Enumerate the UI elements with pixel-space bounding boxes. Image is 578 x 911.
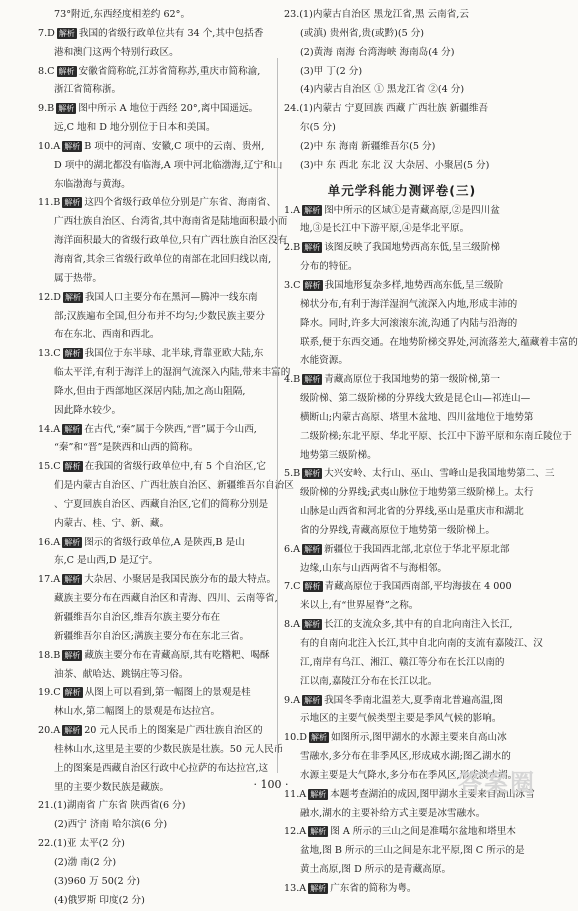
line-text: 21.(1)湖南省 广东省 陕西省(6 分) bbox=[38, 800, 186, 812]
analysis-text: 藏族主要分布在青藏高原,其有吃糌粑、喝酥 bbox=[84, 649, 270, 661]
answer-line bbox=[38, 364, 291, 383]
answer-line bbox=[38, 308, 270, 327]
answer-line bbox=[284, 220, 520, 239]
answer-line bbox=[38, 326, 270, 345]
answer-line bbox=[284, 315, 520, 334]
answer-line bbox=[38, 345, 270, 364]
answer-line bbox=[284, 861, 520, 880]
answer-line bbox=[38, 760, 270, 779]
answer-line bbox=[284, 63, 520, 82]
answer-line bbox=[284, 202, 520, 221]
answer-line bbox=[38, 477, 294, 496]
line-text: 地,③是长江中下游平原,④是华北平原。 bbox=[300, 223, 470, 235]
line-text: 1.A bbox=[284, 204, 301, 216]
analysis-text: 图中所示的区域①是青藏高原,②是四川盆 bbox=[324, 204, 500, 216]
answer-line bbox=[38, 854, 270, 873]
answer-line bbox=[284, 805, 520, 824]
answer-line bbox=[284, 503, 524, 522]
line-text: 8.A bbox=[284, 619, 301, 631]
line-text: 山脉是山西省和河北省的分界线,巫山是重庆市和湖北 bbox=[300, 506, 524, 518]
analysis-badge: 解析 bbox=[304, 695, 321, 705]
analysis-badge: 解析 bbox=[58, 104, 75, 114]
answer-line bbox=[38, 458, 270, 477]
answer-line bbox=[38, 816, 270, 835]
line-text: 11.B bbox=[38, 197, 61, 209]
analysis-text: 我国人口主要分布在黑河—腾冲一线东南 bbox=[84, 291, 258, 303]
line-text: 12.D bbox=[38, 291, 61, 303]
line-text: 7.C bbox=[284, 581, 301, 593]
answer-line bbox=[38, 232, 288, 251]
line-text: 江,南岸有乌江、湘江、赣江等分布在长江以南的 bbox=[300, 656, 505, 668]
line-text: 13.C bbox=[38, 348, 61, 360]
line-text: 示地区的主要气候类型主要是季风气候的影响。 bbox=[300, 713, 502, 725]
line-text: 13.A bbox=[284, 882, 307, 894]
answer-line bbox=[38, 402, 270, 421]
analysis-badge: 解析 bbox=[304, 280, 321, 290]
answer-line bbox=[38, 213, 288, 232]
answer-line bbox=[38, 534, 270, 553]
line-text: 尔(5 分) bbox=[300, 122, 336, 134]
answer-line bbox=[38, 609, 270, 628]
answer-line bbox=[38, 119, 270, 138]
answer-line bbox=[284, 44, 520, 63]
answer-line bbox=[284, 371, 520, 390]
line-text: D 项中的湖北都没有临海,A 项中河北临渤海,辽宁和山 bbox=[54, 159, 283, 171]
line-text: 港和澳门这两个特别行政区。 bbox=[54, 46, 179, 58]
answer-line bbox=[38, 797, 270, 816]
analysis-badge: 解析 bbox=[304, 243, 321, 253]
answer-line bbox=[284, 352, 520, 371]
answer-line bbox=[284, 842, 525, 861]
line-text: 海南省,其余三省级行政单位的南部在北回归线以南, bbox=[54, 253, 272, 265]
analysis-text: 20 元人民币上的图案是广西壮族自治区的 bbox=[84, 725, 263, 737]
analysis-text: 我国位于东半球、北半球,背靠亚欧大陆,东 bbox=[84, 348, 264, 360]
answer-line bbox=[38, 421, 270, 440]
analysis-badge: 解析 bbox=[64, 349, 81, 359]
line-text: 10.A bbox=[38, 140, 61, 152]
line-text: 8.C bbox=[38, 65, 55, 77]
line-text: 15.C bbox=[38, 461, 61, 473]
line-text: 22.(1)亚 太平(2 分) bbox=[38, 838, 125, 850]
answer-line bbox=[284, 277, 520, 296]
answer-line bbox=[284, 334, 578, 353]
line-text: 4.B bbox=[284, 374, 301, 386]
page-number: · 100 · bbox=[253, 778, 289, 791]
answer-line bbox=[284, 692, 520, 711]
line-text: 黄土高原,图 D 所示的是青藏高原。 bbox=[300, 864, 452, 876]
line-text: 级阶梯的分界线;武夷山脉位于地势第三级阶梯上。太行 bbox=[300, 487, 534, 499]
analysis-text: 在古代,“秦”属于今陕西,“晋”属于今山西, bbox=[84, 423, 257, 435]
answer-line bbox=[38, 439, 270, 458]
analysis-badge: 解析 bbox=[64, 198, 81, 208]
line-text: 梯状分布,有利于海洋湿润气流深入内地,形成丰沛的 bbox=[300, 298, 518, 310]
line-text: 24.(1)内蒙古 宁夏回族 西藏 广西壮族 新疆维吾 bbox=[284, 103, 489, 115]
line-text: 14.A bbox=[38, 423, 61, 435]
line-text: (2)西宁 济南 哈尔滨(6 分) bbox=[54, 819, 168, 831]
answer-line bbox=[38, 552, 270, 571]
analysis-text: 在我国的省级行政单位中,有 5 个自治区,它 bbox=[84, 461, 267, 473]
analysis-badge: 解析 bbox=[64, 462, 81, 472]
line-text: (2)中 东 海南 新疆维吾尔(5 分) bbox=[300, 140, 436, 152]
analysis-badge: 解析 bbox=[304, 620, 321, 630]
answer-line bbox=[38, 44, 270, 63]
answer-line bbox=[284, 447, 520, 466]
answer-line bbox=[284, 119, 520, 138]
answer-line bbox=[38, 647, 270, 666]
answer-line bbox=[284, 578, 520, 597]
analysis-badge: 解析 bbox=[304, 205, 321, 215]
analysis-badge: 解析 bbox=[64, 575, 81, 585]
line-text: 3.C bbox=[284, 279, 301, 291]
line-text: 19.C bbox=[38, 687, 61, 699]
analysis-text: 长江的支流众多,其中有的自北向南注入长江, bbox=[324, 619, 513, 631]
line-text: 5.B bbox=[284, 468, 301, 480]
line-text: 里的主要少数民族是藏族。 bbox=[54, 781, 170, 793]
answer-line bbox=[284, 428, 572, 447]
analysis-badge: 解析 bbox=[58, 66, 75, 76]
answer-line bbox=[38, 515, 270, 534]
answer-line bbox=[38, 270, 270, 289]
answer-line bbox=[38, 138, 270, 157]
watermark-logo: 答案圈 bbox=[458, 769, 536, 797]
line-text: 盆地,图 B 所示的三山之间是东北平原,图 C 所示的是 bbox=[300, 845, 525, 857]
answer-line bbox=[284, 465, 555, 484]
analysis-badge: 解析 bbox=[64, 650, 81, 660]
answer-line bbox=[38, 722, 270, 741]
answer-line bbox=[284, 654, 520, 673]
line-text: 融水,湖水的主要补给方式主要是冰雪融水。 bbox=[300, 807, 486, 819]
line-text: (3)甲 丁(2 分) bbox=[300, 65, 363, 77]
line-text: 横断山;内蒙古高原、塔里木盆地、四川盆地位于地势第 bbox=[300, 411, 534, 423]
answer-line bbox=[284, 635, 543, 654]
answer-line bbox=[38, 873, 270, 892]
line-text: 布在东北、西南和西北。 bbox=[54, 329, 160, 341]
analysis-text: 图示的省级行政单位,A 是陕西,B 是山 bbox=[84, 536, 245, 548]
line-text: 上的图案是西藏自治区行政中心拉萨的布达拉宫,这 bbox=[54, 762, 269, 774]
answer-line bbox=[284, 25, 520, 44]
line-text: 9.B bbox=[38, 103, 55, 115]
answer-line bbox=[284, 616, 520, 635]
answer-line bbox=[38, 81, 270, 100]
line-text: 有的自南向北注入长江,其中自北向南的支流有嘉陵江、汉 bbox=[300, 638, 543, 649]
analysis-text: 图中所示 A 地位于西经 20°,离中国遥远。 bbox=[78, 103, 259, 115]
line-text: 降水,但由于西部地区深居内陆,加之高山阻隔, bbox=[54, 385, 246, 397]
answer-line bbox=[284, 6, 520, 25]
analysis-badge: 解析 bbox=[310, 827, 327, 837]
answer-line bbox=[284, 409, 534, 428]
analysis-badge: 解析 bbox=[64, 424, 81, 434]
analysis-text: 安徽省简称皖,江苏省简称苏,重庆市简称渝, bbox=[78, 65, 261, 77]
analysis-badge: 解析 bbox=[64, 292, 81, 302]
line-text: 属于热带。 bbox=[54, 272, 102, 284]
line-text: 17.A bbox=[38, 574, 61, 586]
line-text: 因此降水较少。 bbox=[54, 404, 122, 416]
analysis-text: 从图上可以看到,第一幅图上的景观是桂 bbox=[84, 687, 251, 699]
line-text: 水源主要是大气降水,多分布在季风区,形成淡水湖。 bbox=[300, 769, 518, 781]
line-text: 水能资源。 bbox=[300, 355, 348, 367]
analysis-badge: 解析 bbox=[310, 733, 327, 743]
section-title: 单元学科能力测评卷(三) bbox=[327, 182, 477, 198]
line-text: 边缘,山东与山西两省不与海相邻。 bbox=[300, 562, 447, 574]
answer-line bbox=[284, 597, 520, 616]
line-text: 林山水,第二幅图上的景观是布达拉宫。 bbox=[54, 706, 221, 718]
answer-line bbox=[38, 571, 277, 590]
analysis-text: 图 A 所示的三山之间是准噶尔盆地和塔里木 bbox=[330, 826, 516, 838]
analysis-text: 如图所示,图甲湖水的水源主要来自高山冰 bbox=[330, 732, 507, 744]
answer-line bbox=[284, 296, 520, 315]
line-text: (或滇) 贵州省,贵(或黔)(5 分) bbox=[300, 27, 425, 39]
line-text: “秦”和“晋”是陕西和山西的简称。 bbox=[54, 442, 199, 454]
answer-line bbox=[284, 673, 520, 692]
analysis-text: B 项中的河南、安徽,C 项中的云南、贵州, bbox=[84, 140, 265, 152]
answer-line bbox=[38, 666, 270, 685]
analysis-badge: 解析 bbox=[64, 688, 81, 698]
line-text: 内蒙古、桂、宁、新、藏。 bbox=[54, 517, 170, 529]
analysis-badge: 解析 bbox=[304, 375, 321, 385]
analysis-text: 本题考查湖泊的成因,图甲湖水主要来自高山冰雪 bbox=[330, 788, 535, 800]
line-text: 10.D bbox=[284, 732, 307, 744]
analysis-badge: 解析 bbox=[304, 582, 321, 592]
line-text: (4)内蒙古自治区 ① 黑龙江省 ②(4 分) bbox=[300, 84, 465, 96]
answer-line bbox=[38, 100, 270, 119]
answer-line bbox=[38, 703, 270, 722]
answer-line bbox=[38, 496, 270, 515]
answer-line bbox=[38, 176, 270, 195]
answer-line bbox=[284, 390, 531, 409]
line-text: (3)960 万 50(2 分) bbox=[54, 875, 141, 887]
line-text: 7.D bbox=[38, 27, 55, 39]
answer-line bbox=[284, 138, 520, 157]
analysis-badge: 解析 bbox=[64, 726, 81, 736]
analysis-badge: 解析 bbox=[310, 883, 327, 893]
line-text: 临太平洋,有利于海洋上的湿润气流深入内陆,带来丰富的 bbox=[54, 367, 291, 379]
right-answers-unit-two bbox=[284, 6, 520, 176]
answer-line bbox=[284, 81, 520, 100]
line-text: 二级阶梯;东北平原、华北平原、长江中下游平原和东南丘陵位于 bbox=[300, 430, 572, 442]
analysis-text: 我国的省级行政单位共有 34 个,其中包括香 bbox=[78, 27, 264, 39]
line-text: 18.B bbox=[38, 649, 61, 661]
answer-line bbox=[284, 484, 534, 503]
line-text: 桂林山水,这里是主要的少数民族是壮族。50 元人民币 bbox=[54, 743, 284, 755]
analysis-text: 这四个省级行政单位分别是广东省、海南省、 bbox=[84, 197, 277, 209]
answer-line bbox=[284, 880, 520, 899]
line-text: 12.A bbox=[284, 826, 307, 838]
line-text: 16.A bbox=[38, 536, 61, 548]
answer-line bbox=[38, 628, 270, 647]
answer-line bbox=[38, 835, 270, 854]
line-text: 6.A bbox=[284, 543, 301, 555]
answer-line bbox=[38, 157, 283, 176]
line-text: 23.(1)内蒙古自治区 黑龙江省,黑 云南省,云 bbox=[284, 9, 469, 20]
answer-line bbox=[284, 258, 520, 277]
line-text: 20.A bbox=[38, 725, 61, 737]
answer-line bbox=[284, 157, 520, 176]
line-text: 2.B bbox=[284, 242, 301, 254]
analysis-badge: 解析 bbox=[58, 28, 75, 38]
analysis-text: 新疆位于我国西北部,北京位于华北平原北部 bbox=[324, 543, 510, 555]
answer-line bbox=[284, 729, 520, 748]
line-text: 新疆维吾尔自治区,维吾尔族主要分布在 bbox=[54, 612, 221, 623]
analysis-text: 青藏高原位于我国西南部,平均海拔在 4 000 bbox=[324, 581, 512, 593]
answer-line bbox=[38, 892, 270, 911]
answer-line bbox=[38, 194, 277, 213]
line-text: 73°附近,东西经度相差约 62°。 bbox=[54, 9, 191, 20]
line-text: (3)中 东 西北 东北 汉 大杂居、小聚居(5 分) bbox=[300, 159, 490, 171]
answer-line bbox=[284, 560, 520, 579]
line-text: 远,C 地和 D 地分别位于日本和美国。 bbox=[54, 122, 216, 134]
line-text: 降水。同时,许多大河滚滚东流,沟通了内陆与沿海的 bbox=[300, 317, 518, 329]
column-divider bbox=[277, 58, 278, 773]
answer-line bbox=[38, 6, 270, 25]
answer-line bbox=[38, 741, 284, 760]
analysis-badge: 解析 bbox=[64, 537, 81, 547]
line-text: 们是内蒙古自治区、广西壮族自治区、新疆维吾尔自治区 bbox=[54, 480, 294, 492]
line-text: 新疆维吾尔自治区;满族主要分布在东北三省。 bbox=[54, 630, 250, 642]
line-text: 部;汉族遍布全国,但分布并不均匀;少数民族主要分 bbox=[54, 310, 265, 322]
line-text: 油茶、献哈达、跳锅庄等习俗。 bbox=[54, 668, 189, 680]
answer-line bbox=[284, 710, 520, 729]
line-text: 海洋面积最大的省级行政单位,只有广西壮族自治区没有 bbox=[54, 235, 288, 247]
line-text: 地势第三级阶梯。 bbox=[300, 449, 377, 461]
line-text: 浙江省简称浙。 bbox=[54, 84, 122, 96]
line-text: 东临渤海与黄海。 bbox=[54, 178, 131, 190]
answer-line bbox=[38, 684, 270, 703]
line-text: 藏族主要分布在西藏自治区和青海、四川、云南等省, bbox=[54, 593, 278, 605]
answer-line bbox=[38, 383, 270, 402]
analysis-badge: 解析 bbox=[64, 141, 81, 151]
analysis-text: 青藏高原位于我国地势的第一级阶梯,第一 bbox=[324, 374, 500, 386]
answer-line bbox=[38, 590, 278, 609]
line-text: 江以南,嘉陵江分布在长江以北。 bbox=[300, 675, 438, 687]
answer-line bbox=[38, 63, 270, 82]
line-text: 省的分界线,青藏高原位于地势第一级阶梯上。 bbox=[300, 524, 495, 536]
analysis-text: 大兴安岭、太行山、巫山、雪峰山是我国地势第二、三 bbox=[324, 468, 555, 480]
line-text: 11.A bbox=[284, 788, 307, 800]
analysis-text: 该图反映了我国地势西高东低,呈三级阶梯 bbox=[324, 242, 500, 254]
analysis-text: 我国地形复杂多样,地势西高东低,呈三级阶 bbox=[324, 279, 504, 291]
line-text: 米以上,有“世界屋脊”之称。 bbox=[300, 600, 419, 612]
line-text: 、宁夏回族自治区、西藏自治区,它们的简称分别是 bbox=[54, 498, 269, 510]
analysis-text: 大杂居、小聚居是我国民族分布的最大特点。 bbox=[84, 574, 277, 586]
answer-line bbox=[284, 100, 520, 119]
analysis-text: 我国冬季南北温差大,夏季南北普遍高温,图 bbox=[324, 694, 503, 706]
line-text: 级阶梯、第二级阶梯的分界线大致是昆仑山—祁连山— bbox=[300, 393, 531, 405]
answer-line bbox=[38, 251, 270, 270]
analysis-badge: 解析 bbox=[304, 469, 321, 479]
analysis-text: 广东省的简称为粤。 bbox=[330, 882, 417, 894]
answer-line bbox=[38, 25, 270, 44]
answer-line bbox=[284, 541, 520, 560]
line-text: 广西壮族自治区、台湾省,其中海南省是陆地面积最小而 bbox=[54, 216, 288, 228]
answer-line bbox=[38, 289, 270, 308]
answer-line bbox=[284, 823, 520, 842]
line-text: 分布的特征。 bbox=[300, 261, 358, 273]
line-text: (2)渤 南(2 分) bbox=[54, 856, 117, 868]
line-text: 东,C 是山西,D 是辽宁。 bbox=[54, 555, 158, 567]
line-text: (4)俄罗斯 印度(2 分) bbox=[54, 894, 145, 906]
answer-line bbox=[284, 522, 520, 541]
line-text: (2)黄海 南海 台湾海峡 海南岛(4 分) bbox=[300, 46, 455, 58]
analysis-badge: 解析 bbox=[310, 789, 327, 799]
line-text: 雪融水,多分布在非季风区,形成咸水湖;图乙湖水的 bbox=[300, 751, 511, 763]
line-text: 9.A bbox=[284, 694, 301, 706]
answer-line bbox=[284, 239, 520, 258]
analysis-badge: 解析 bbox=[304, 544, 321, 554]
line-text: 联系,便于东西交通。在地势阶梯交界处,河流落差大,蕴藏着丰富的 bbox=[300, 336, 578, 348]
